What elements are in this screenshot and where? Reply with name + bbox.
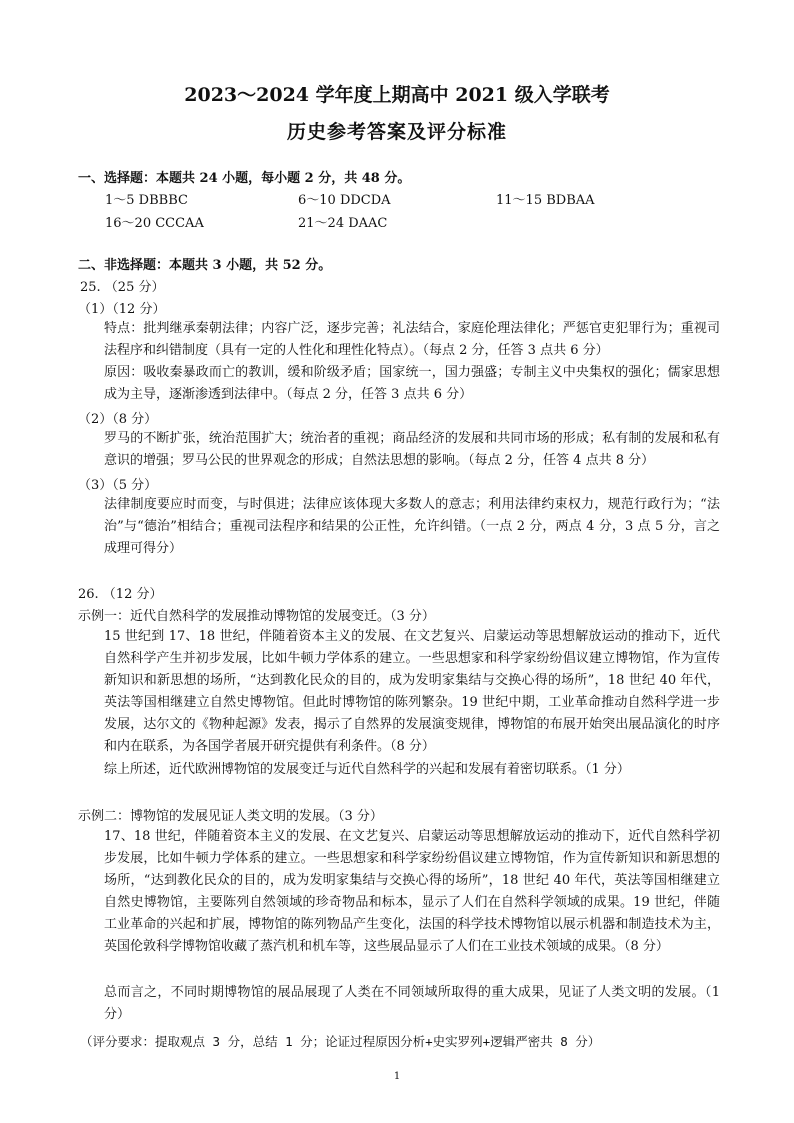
answer-group-5: 21～24 DAAC	[298, 216, 388, 231]
page-number: 1	[393, 1071, 401, 1082]
q26-example1-summary: 综上所述，近代欧洲博物馆的发展变迁与近代自然科学的兴起和发展有着密切联系。（1 分）	[104, 762, 630, 777]
q25-part1-features: 特点：批判继承秦朝法律；内容广泛，逐步完善；礼法结合，家庭伦理法律化；严惩官吏犯罪行为；重视司法程序和纠错制度（具有一定的人性化和理性化特点）。（每点 2 分，任答 3 点共 6 分）	[104, 321, 720, 358]
q26-example2-summary: 总而言之，不同时期博物馆的展品展现了人类在不同领域所取得的重大成果，见证了人类文明的发展。（1 分）	[104, 985, 720, 1022]
exam-subtitle: 历史参考答案及评分标准	[286, 121, 507, 143]
answer-group-1: 1～5 DBBBC	[105, 193, 188, 208]
q25-part3-label: （3）（5 分）	[78, 478, 158, 493]
q26-label: 26. （12 分）	[78, 587, 163, 602]
answer-group-2: 6～10 DDCDA	[298, 193, 391, 208]
q25-part3-text: 法律制度要应时而变，与时俱进；法律应该体现大多数人的意志；利用法律约束权力，规范行政行为；“法治”与“德治”相结合；重视司法程序和结果的公正性，允许纠错。（一点 2 分，两点 4 分，3 点 5 分，言之成理可得分）	[104, 497, 720, 556]
answer-group-3: 11～15 BDBAA	[496, 193, 595, 208]
q25-label: 25. （25 分）	[80, 280, 165, 295]
q26-example2-body: 17、18 世纪，伴随着资本主义的发展、在文艺复兴、启蒙运动等思想解放运动的推动下，近代自然科学初步发展，比如牛顿力学体系的建立。一些思想家和科学家纷纷倡议建立博物馆，作为宣传新知识和新思想的场所，“达到教化民众的目的，成为发明家集结与交换心得的场所”，18 世纪 40 年代，英法等国相继建立自然史博物馆，主要陈列自然领域的珍奇物品和标本，显示了人们在自然科学领域的成果。19 世纪，伴随工业革命的兴起和扩展，博物馆的陈列物品产生变化，法国的科学技术博物馆以展示机器和制造技术为主，英国伦敦科学博物馆收藏了蒸汽机和机车等，这些展品显示了人们在工业技术领域的成果。（8 分）	[104, 829, 720, 954]
q26-example1-title: 示例一：近代自然科学的发展推动博物馆的发展变迁。（3 分）	[78, 609, 435, 624]
q25-part1-label: （1）（12 分）	[78, 302, 166, 317]
q26-example2-title: 示例二：博物馆的发展见证人类文明的发展。（3 分）	[78, 809, 383, 824]
q25-part2-text: 罗马的不断扩张，统治范围扩大；统治者的重视；商品经济的发展和共同市场的形成；私有制的发展和私有意识的增强；罗马公民的世界观念的形成；自然法思想的影响。（每点 2 分，任答 4 点共 8 分）	[104, 431, 720, 468]
q25-part1-reasons: 原因：吸收秦暴政而亡的教训，缓和阶级矛盾；国家统一，国力强盛；专制主义中央集权的强化；儒家思想成为主导，逐渐渗透到法律中。（每点 2 分，任答 3 点共 6 分）	[104, 365, 720, 402]
q25-part2-label: （2）（8 分）	[78, 412, 158, 427]
section2-heading: 二、非选择题：本题共 3 小题，共 52 分。	[78, 258, 332, 273]
answer-group-4: 16～20 CCCAA	[105, 216, 204, 231]
scoring-requirements: （评分要求：提取观点 3 分，总结 1 分；论证过程原因分析+史实罗列+逻辑严密共 8 分）	[80, 1034, 601, 1049]
exam-title: 2023～2024 学年度上期高中 2021 级入学联考	[184, 84, 610, 106]
section1-heading: 一、选择题：本题共 24 小题，每小题 2 分，共 48 分。	[78, 171, 411, 186]
q26-example1-body: 15 世纪到 17、18 世纪，伴随着资本主义的发展、在文艺复兴、启蒙运动等思想解放运动的推动下，近代自然科学产生并初步发展，比如牛顿力学体系的建立。一些思想家和科学家纷纷倡议建立博物馆，作为宣传新知识和新思想的场所，“达到教化民众的目的，成为发明家集结与交换心得的场所”，18 世纪 40 年代，英法等国相继建立自然史博物馆。但此时博物馆的陈列繁杂。19 世纪中期，工业革命推动自然科学进一步发展，达尔文的《物种起源》发表，揭示了自然界的发展演变规律，博物馆的布展开始突出展品演化的时序和内在联系，为各国学者展开研究提供有利条件。（8 分）	[104, 629, 720, 754]
